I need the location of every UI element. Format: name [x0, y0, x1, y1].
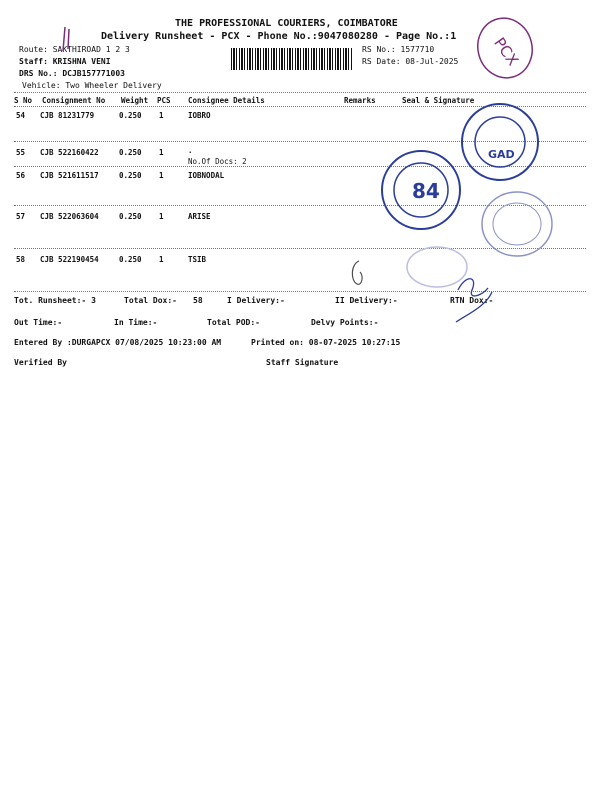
staff-label: Staff: KRISHNA VENI [19, 57, 111, 66]
handwritten-initial [347, 258, 367, 288]
col-header-weight: Weight [121, 96, 149, 105]
handwritten-pcx-mark [470, 10, 540, 85]
col-header-seal: Seal & Signature [402, 96, 475, 105]
tot-runsheet: Tot. Runsheet:- 3 [14, 296, 96, 305]
row-sno: 57 [16, 212, 26, 221]
handwritten-tick [55, 25, 75, 55]
row-weight: 0.250 [119, 212, 142, 221]
row-weight: 0.250 [119, 148, 142, 157]
staff-signature: Staff Signature [266, 358, 339, 367]
row-consignment: CJB 521611517 [40, 171, 99, 180]
total-pod: Total POD:- [207, 318, 260, 327]
svg-text:PCX: PCX [490, 34, 523, 69]
col-header-pcs: PCS [157, 96, 171, 105]
row-consignee: IOBNODAL [188, 171, 225, 180]
out-time: Out Time:- [14, 318, 63, 327]
bank-seal-stamp [376, 145, 466, 235]
total-dox-label: Total Dox:- [124, 296, 177, 305]
row-consignment: CJB 522063604 [40, 212, 99, 221]
col-header-sno: S No [14, 96, 33, 105]
row-pcs: 1 [159, 148, 164, 157]
rtn-dox: RTN Dox:- [450, 296, 494, 305]
row-consignment: CJB 522190454 [40, 255, 99, 264]
row-weight: 0.250 [119, 255, 142, 264]
route-label: Route: SAKTHIROAD 1 2 3 [19, 45, 130, 54]
vehicle-label: Vehicle: Two Wheeler Delivery [22, 81, 162, 90]
row-sno: 58 [16, 255, 26, 264]
i-delivery: I Delivery:- [227, 296, 285, 305]
total-dox-value: 58 [193, 296, 203, 305]
row-consignee: IOBRO [188, 111, 211, 120]
delvy-points: Delvy Points:- [311, 318, 379, 327]
row-sno: 56 [16, 171, 26, 180]
barcode [231, 48, 353, 70]
row-consignee: . [188, 146, 193, 155]
row-pcs: 1 [159, 111, 164, 120]
runsheet-subtitle: Delivery Runsheet - PCX - Phone No.:9047080280 - Page No.:1 [101, 31, 457, 42]
ii-delivery: II Delivery:- [335, 296, 398, 305]
svg-text:84: 84 [412, 179, 440, 203]
row-pcs: 1 [159, 171, 164, 180]
col-header-consignee: Consignee Details [188, 96, 265, 105]
row-weight: 0.250 [119, 171, 142, 180]
svg-text:GAD: GAD [488, 148, 515, 161]
rs-number: RS No.: 1577710 [362, 45, 435, 54]
row-sno: 55 [16, 148, 26, 157]
in-time: In Time:- [114, 318, 158, 327]
row-pcs: 1 [159, 255, 164, 264]
gad-seal-stamp [458, 100, 543, 185]
row-consignment: CJB 522160422 [40, 148, 99, 157]
row-consignee: ARISE [188, 212, 211, 221]
row-consignment: CJB 81231779 [40, 111, 95, 120]
row-sno: 54 [16, 111, 26, 120]
company-title: THE PROFESSIONAL COURIERS, COIMBATORE [175, 18, 398, 29]
entered-by: Entered By :DURGAPCX 07/08/2025 10:23:00 AM [14, 338, 222, 347]
printed-on: Printed on: 08-07-2025 10:27:15 [251, 338, 401, 347]
col-header-remarks: Remarks [344, 96, 376, 105]
verified-by: Verified By [14, 358, 67, 367]
rs-date: RS Date: 08-Jul-2025 [362, 57, 459, 66]
row-weight: 0.250 [119, 111, 142, 120]
faded-seal-stamp [478, 188, 556, 260]
drs-number: DRS No.: DCJB157771003 [19, 69, 125, 78]
row-consignee: TSIB [188, 255, 207, 264]
row-pcs: 1 [159, 212, 164, 221]
row-note: No.Of Docs: 2 [188, 157, 247, 166]
col-header-consignment: Consignment No [42, 96, 106, 105]
